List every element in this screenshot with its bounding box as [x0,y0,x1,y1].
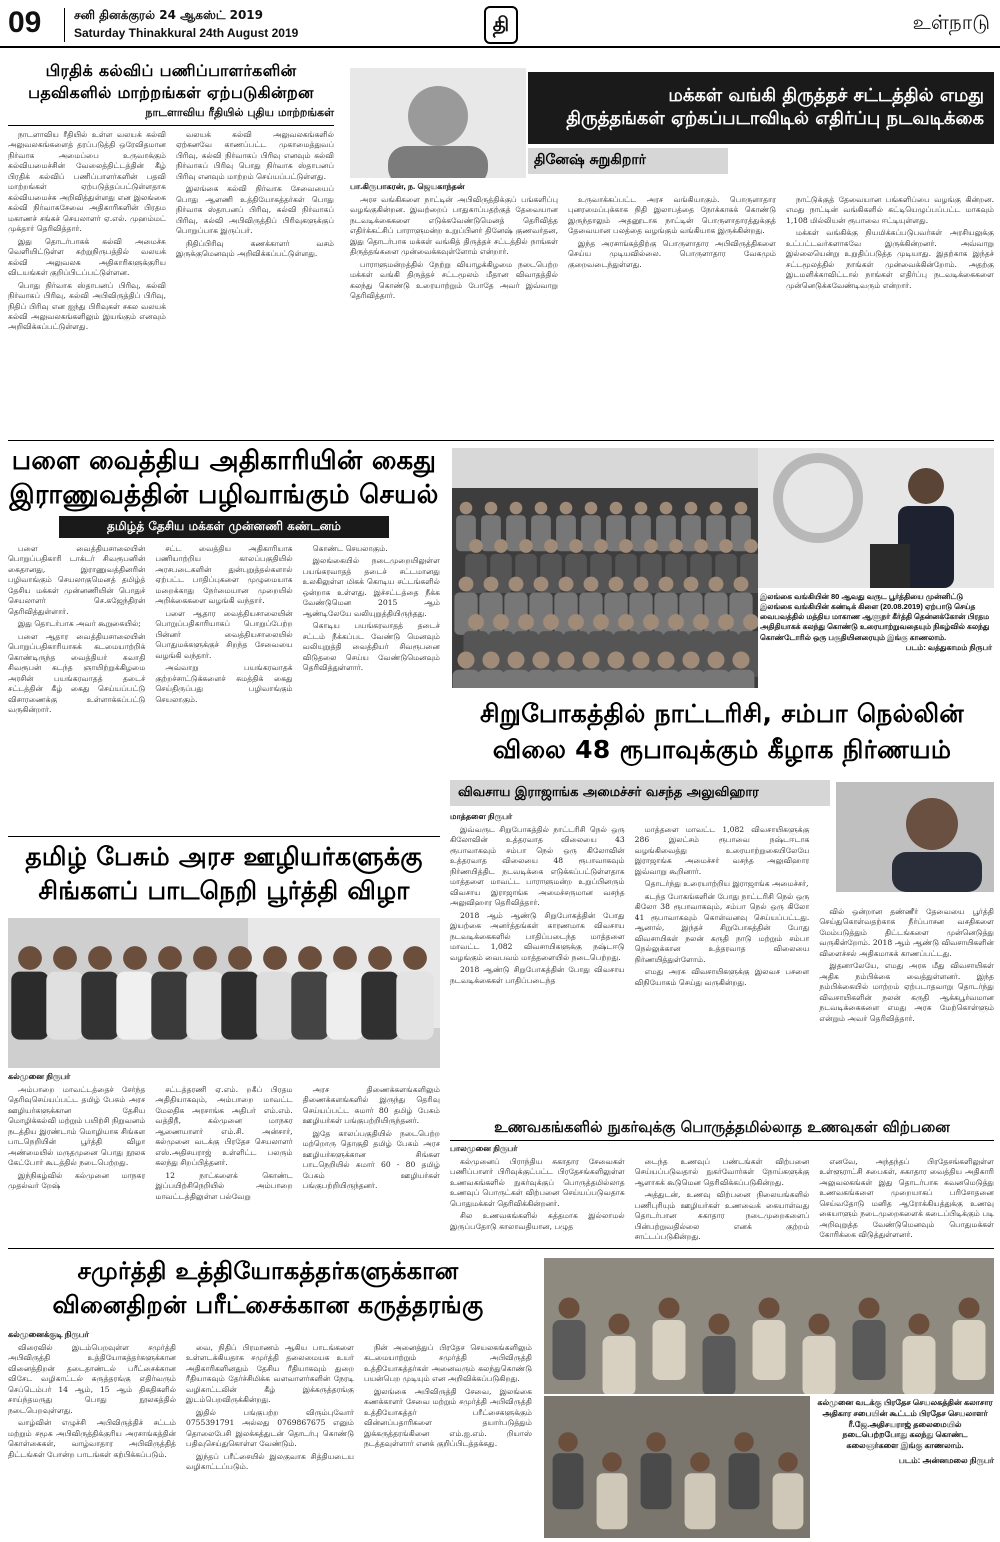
bank-event-caption [760,592,992,688]
caption-text: இலங்கை வங்கியின் 80 ஆவது வருட பூர்த்தியை முன்னிட்டு இலங்கை வங்கியின் கண்டிக் கிளை (20.08.2019) ஏற்பாடு செய்த வைபவத்தில் மத்திய மாகாண ஆளுநர் கீர்த்தி தென்னக்கோன் பிரதம அதிதியாகக் கலந்து கொண்டு உரையாற்றுவதையும் நிகழ்வில் கலந்து கொண்டோரில் ஒரு பகுதியினரையும் இங்கு காணலாம். [760,592,990,642]
body-column [450,1157,625,1243]
body-column [8,1085,145,1235]
article-byline: பா.கிருபாகரன், ந. ஜெயகாந்தன் [350,182,465,191]
masthead-date-english: Saturday Thinakkural 24th August 2019 [74,26,299,40]
paragraph: இவ்வருட சிறுபோகத்தில் நாட்டரிசி நெல் ஒரு கிலோவின் உத்தரவாத விலையை 43 ரூபாவாகவும் சம்பா நெல் ஒரு கிலோவின் உத்தரவாத விலையை 48 ரூபாவாகவும் நிர்ணயித்திட நடவடிக்கை எடுக்கப்பட்டுள்ளதாக மாத்தளை மாவட்ட பாராளுமன்ற உறுப்பினரும் விவசாய இராஜாங்க அமைச்சருமான வசந்த அலுவிஹார தெரிவித்தார். [450,825,625,908]
paragraph: இதனாலேயே, எமது அரசு மீது விவசாயிகள் அதிக நம்பிக்கை வைத்துள்ளனர். இந்த நம்பிக்கையில் மாற்றம் ஏற்படாதவாறு தொடர்ந்து விவசாயிகளின் நலன் கருதி ஆக்கபூர்வமான நடவடிக்கைகளை எமது அரசு மேற்கொள்ளும் என்றும் அவர் தெரிவித்தார். [819,961,995,1023]
body-column [635,1157,810,1243]
portrait-placeholder-icon [350,68,526,178]
bank-event-photo [452,448,758,688]
masthead-date-tamil: சனி தினக்குரல் 24 ஆகஸ்ட் 2019 [74,8,263,22]
article-title-line1: பளை வைத்திய அதிகாரியின் கைது [11,446,437,476]
article-samurdhi-body [8,1330,532,1538]
speaker-at-podium-photo [758,448,994,588]
article-title-line2: விலை 48 ரூபாவுக்கும் கீழாக நிர்ணயம் [492,735,952,764]
article-byline: கல்முனை நிருபர் [8,1072,71,1081]
caption-credit: படம்: வத்துகாமம் நிருபர் [905,642,992,652]
article-title-line1: தமிழ் பேசும் அரச ஊழியர்களுக்கு [25,842,423,871]
paragraph: கொண்ட செயலாகும். [312,544,388,553]
speaker-label: தினேஷ் சுறுகிறார் [534,152,646,168]
article-education-directors [8,60,334,440]
paragraph: இதில் பங்குபற்ற விரும்புவோர் 0755391791 அல்லது 0769867675 எனும் தொலைபேசி இலக்கத்துடன் தொடர்பு கொண்டு பதிவுசெய்துகொள்ள வேண்டும். [186,1407,354,1449]
body-column [176,130,334,450]
meeting-photo-icon [544,1258,994,1394]
masthead [0,0,1000,52]
article-title-line1: பிரதிக் கல்விப் பணிப்பாளர்களின் [45,61,297,80]
article-paddy-body [450,812,994,1112]
body-column [303,544,440,828]
body-column [186,1343,354,1537]
article-byline: மாத்தளை நிருபர் [450,812,513,821]
page-number-rule [64,8,65,42]
podium-photo-icon [758,448,994,588]
paragraph: வில் ஒன்றான தண்ணீர் தேவையை பூர்த்தி செய்துகொள்வதற்காக நீர்ப்பாசன வசதிகளை மேம்படுத்தும் திட்டங்களை முன்னெடுத்து வருகின்றோம். 2018 ஆம் ஆண்டு விவசாயிகளின் விளைச்சல் அதிகமாகக் காணப்பட்டது. [819,907,995,958]
paragraph: டைந்த உணவுப் பண்டங்கள் விற்பனை செய்யப்படுவதால் நுகர்வோர்கள் நோய்களுக்கு ஆளாகக் கூடுமென தெரிவிக்கப்படுகின்றது. [634,1157,810,1187]
paragraph: சில உணவகங்களில் சுத்தமாக இல்லாமல் இருப்பதோடு காலாவதியான, பழுத [450,1211,625,1231]
article-subtitle-bar [450,780,830,806]
paragraph: நிதிப்பிரிவு கணக்காளர் வசம் இருக்குமெனவும் அறிவிக்கப்பட்டுள்ளது. [176,238,334,259]
article-title-line2: பதவிகளில் மாற்றங்கள் ஏற்படுகின்றன [28,83,314,102]
paragraph: பொது நிர்வாக ஸ்தாபனப் பிரிவு, கல்வி நிர்வாகப் பிரிவு, கல்வி அபிவிருத்திப் பிரிவு, நிதிப் பிரிவு என ஐந்து பிரிவுகள் சகல வலயக் கல்வி அலுவலகங்களிலும் இயங்கும் எனவும் அறிவிக்கப்பட்டுள்ளது. [8,280,166,332]
body-column [786,195,994,435]
paragraph: வலயக் கல்வி அலுவலகங்களில் ஏற்கனவே காணப்பட்ட முகாமைத்துவப் பிரிவு, கல்வி நிர்வாகப் பிரிவு எனவும் கல்வி நிர்வாகப் பிரிவு பொது நிர்வாக ஸ்தாபனப் பிரிவு எனவும் மாற்றம் செய்யப்பட்டுள்ளது. [176,130,334,181]
paragraph: இந்தப் பரீட்சையில் இலகுவாக சித்தியடைய வழிகாட்டப்படும். [186,1451,354,1472]
paragraph: விரைவில் இடம்பெறவுள்ள சமுர்த்தி அபிவிருத்தி உத்தியோகத்தர்களுக்கான வினைத்திறன் தடைதாண்டல் பரீட்சைக்கான விசேட வழிகாட்டல் கருத்தரங்கு எதிர்வரும் செப்டெம்பர் 14 ஆம், 15 ஆம் திகதிகளில் சாய்ந்தமருது பொது நூலகத்தில் நடைபெறவுள்ளது. [8,1343,176,1415]
paragraph: சட்ட வைத்திய அதிகாரியாக பணியாற்றிய காலப்பகுதியில் அரசபடைகளின் துன்புறுத்தல்களால் ஏற்பட்ட பாதிப்புகளை முழுமையாக மறைக்காது நேர்மையான முறையில் அறிக்கைகளை வழங்கி வந்தார். [155,544,293,606]
article-samurdhi-seminar [8,1254,528,1334]
paragraph: பாராளுமன்றத்தில் நேற்று வியாழக்கிழமை நடைபெற்ற மக்கள் வங்கி திருத்தச் சட்டமூலம் மீதான விவாதத்தில் கலந்து கொண்டு உரையாற்றும் போதே அவர் இவ்வாறு தெரிவித்தார். [350,259,558,301]
article-title-line2: இராணுவத்தின் பழிவாங்கும் செயல் [9,480,439,510]
article-byline: கல்முனைக்குடி நிருபர் [8,1330,89,1339]
article-subtitle: விவசாய இராஜாங்க அமைச்சர் வசந்த அலுவிஹார [458,785,759,800]
cultural-meeting-caption [816,1398,994,1538]
paragraph: அத்துடன், உணவு விற்பனை நிலையங்களில் பணிபுரியும் ஊழியர்கள் உணவைக் கையாள்வது தொடர்பான சுகாதார நடைமுறைகளைப் பின்பற்றுவதில்லை எனக் குற்றம் சாட்டப்படுகின்றது. [634,1190,810,1242]
body-column [568,195,776,435]
section-divider [8,440,994,441]
paragraph: இலங்கை கல்வி நிர்வாக சேவையைப் பொது ஆளணி உத்தியோகத்தர்கள் பொது நிர்வாக ஸ்தாபனப் பிரிவு, கல்வி நிர்வாகப் பிரிவு, கல்வி அபிவிருத்திப் பிரிவுகளுக்குப் பொறுப்பாக இருப்பர். [176,184,334,236]
body-column [635,825,810,1105]
paragraph: இலங்கையில் நடைமுறையிலுள்ள பயங்கரவாதத் தடைச் சட்டமானது உலகிலுள்ள மிகக் கொடிய சட்டங்களில் ஒன்றாக உள்ளது. இச்சட்டத்தை நீக்க வேண்டுமென 2015 ஆம் ஆண்டிலேயே வலியுறுத்தியிருந்தது. [302,556,440,618]
paragraph: 12 நாட்களைக் கொண்ட இப்பயிற்சிநெறியில் அம்பாறை மாவட்டத்திலுள்ள பல்வேறு [155,1170,293,1201]
headline-line1: மக்கள் வங்கி திருத்தச் சட்டத்தில் எமது [668,85,984,106]
divider [8,125,334,126]
article-title: உணவகங்களில் நுகர்வுக்கு பொருத்தமில்லாத உணவுகள் விற்பனை [494,1118,950,1136]
paragraph: நின் அனைத்துப் பிரதேச செயலகங்களிலும் கடமையாற்றும் சமுர்த்தி அபிவிருத்தி உத்தியோகத்தர்கள் அனைவரும் கலந்துகொண்டு பயன்பெற முடியும் என அறிவிக்கப்படுகிறது. [364,1343,532,1384]
paragraph: அரச திணைக்களங்களிலும் திணைக்களங்களில் இருந்து தெரிவு செய்யப்பட்ட சுமார் 80 தமிழ் பேசும் ஊழியர்கள் பங்குபற்றியிருந்தனர். [302,1085,440,1126]
article-subtitle: நாடளாவிய ரீதியில் புதிய மாற்றங்கள் [145,106,334,119]
course-ceremony-photo [8,918,440,1068]
paragraph: 2018 ஆம் ஆண்டு சிறுபோகத்தின் போது இயற்கை அனர்த்தங்கள் காரணமாக விவசாய நடவடிக்கைகளில் பாதிப்படைந்த மாத்தளை மாவட்ட 1,082 விவசாயிகளுக்கு நஷ்டஈடு வழங்கும் வைபவம் மாத்தளையில் நடைபெற்றது. [450,910,625,962]
article-palai-doctor [8,444,440,834]
paragraph: கல்முனைப் பிராந்திய சுகாதார சேவைகள் பணிப்பாளர் பிரிவுக்குட்பட்ட பிரதேசங்களிலுள்ள உணவகங்களில் நுகர்வுக்குப் பொருத்தமில்லாத உணவுப் பொருட்கள் விற்பனை செய்யப்படுவதாக பொதுமக்கள் தெரிவிக்கின்றனர். [450,1157,625,1208]
paragraph: பளை வைத்தியசாலையின் பொறுப்பதிகாரி டாக்டர் சிவரூபனின் கைதானது, இராணுவத்தினரின் பழிவாங்கும் செயலாகுமெனத் தமிழ்த் தேசிய மக்கள் முன்னணியின் பொதுச் செயலாளர் செ.கஜேந்திரன் தெரிவித்துள்ளார். [8,544,146,616]
paragraph: 2018 ஆண்டு சிறுபோகத்தின் போது விவசாய நடவடிக்கைகள் பாதிப்படைந்த [450,965,625,985]
paragraph: அம்பாறை மாவட்டத்தைச் சேர்ந்த தெரிவுசெய்யப்பட்ட தமிழ் பேசும் அரச ஊழியர்களுக்கான தேசிய மொழிக்கல்வி மற்றும் பயிற்சி நிறுவனம் நடத்திய இரண்டாம் மொழியாக சிங்கள பாடநெறியின் பூர்த்தி விழா அண்மையில் மருதமுனை பொது நூலக கேட்போர் கூடத்தில் நடைபெற்றது. [8,1085,146,1168]
paragraph: எமது அரசு விவசாயிகளுக்கு இலவச பசளை விநியோகம் செய்து வருகின்றது. [634,967,810,987]
body-column [155,1085,292,1235]
paragraph: இது தொடர்பாக அவர் கூறுகையில்; [18,619,141,629]
paragraph: இந்நிகழ்வில் கல்முனை மாநகர முதல்வர் றேஷ் [8,1170,146,1191]
body-column [450,825,625,1105]
dinesh-portrait-photo [350,68,526,178]
paragraph: இலங்கை அபிவிருத்தி சேவை, இலங்கை கணக்காளர் சேவை மற்றும் சமுர்த்தி அபிவிருத்தி உத்தியோகத்தர் பரீட்சைகளுக்கும் வின்னப்பதாரிகளை தயார்படுத்தும் இக்கருத்தரங்கினை எம்.ஐ.எம். றியாஸ் நடத்தவுள்ளார் எனக் குறிப்பிடத்தக்கது. [364,1386,532,1449]
cultural-meeting-photo [544,1258,994,1394]
article-title-line2: வினைதிறன் பரீட்சைக்கான கருத்தரங்கு [52,1291,484,1319]
article-subtitle: தமிழ்த் தேசிய மக்கள் முன்னணி கண்டனம் [107,519,341,533]
paragraph: வை, நிதிப் பிரமாணம் ஆகிய பாடங்களை உள்ளடக்கியதாக சமுர்த்தி தலைமையக உயர் அதிகாரிகளினதும் தேசிய ரீதியாகவும் துறை ரீதியாகவும் தேர்ச்சிமிக்க வளவாளர்களின் நேரடி வழிகாட்டலின் கீழ் இக்கருத்தரங்கு இடம்பெறவிருக்கின்றது. [186,1343,354,1405]
paragraph: கடந்த போகங்களின் போது நாட்டரிசி நெல் ஒரு கிலோ 38 ரூபாவாகவும், சம்பா நெல் ஒரு கிலோ 41 ரூபாவாகவும் கொள்வனவு செய்யப்பட்டது. ஆனால், இந்தச் சிறுபோகத்தின் போது விவசாயிகள் நலன் கருதி நாடு மற்றும் சம்பா நெல்லுக்கான உத்தரவாத விலையை நிர்ணயித்துள்ளோம். [634,891,810,964]
paragraph: அவ்வாறு பயங்கரவாதக் குற்றச்சாட்டுக்களைச் சுமத்திக் கைது செய்திருப்பது பழிவாங்கும் செயலாகும். [155,663,293,704]
article-body [8,1085,440,1235]
section-divider [8,1248,994,1249]
paragraph: பளை ஆதார வைத்தியசாலையின் பொறுப்பதிகாரியாகப் பொறுப்பேற்ற பின்னர் வைத்தியசாலையில் பொதுமக்களுக்குச் சிறந்த சேவையை வழங்கி வந்தார். [155,608,293,660]
cultural-meeting-photo-2 [544,1396,810,1538]
paragraph: தொடர்ந்து உரையாற்றிய இராஜாங்க அமைச்சர், [644,879,809,889]
paragraph: கொடிய பயங்கரவாதத் தடைச் சட்டம் நீக்கப்பட வேண்டு மெனவும் வலியுறுத்தி வைத்தியர் சிவரூபனை விடுதலை செய்ய வேண்டுமெனவும் தெரிவித்துள்ளார். [302,621,440,673]
article-body [350,195,994,435]
paragraph: மாத்தளை மாவட்ட 1,082 விவசாயிகளுக்கு 286 இலட்சம் ரூபாவை நஷ்டஈடாக வழங்கிவைத்து உரையாற்றுகையிலேயே இராஜாங்க அமைச்சர் வசந்த அலுவிஹார இவ்வாறு கூறினார். [634,825,810,876]
article-bank-body [350,182,994,437]
paragraph: சட்டத்தரணி ஏ.எம். றகீப் பிரதம அதிதியாகவும், அம்பாறை மாவட்ட மேலதிக அரசாங்க அதிபர் எம்.எம். வத்திநீ, கல்முனை மாநகர ஆணையாளர் எம்.சி. அன்சார், கல்முனை வடக்கு பிரதேச செயலாளர் எஸ்.அதிசயராஜ் உள்ளிட்ட பலரும் கலந்து சிறப்பித்தனர். [155,1085,293,1168]
paragraph: எனவே, அந்தந்தப் பிரதேசங்களிலுள்ள உள்ளூராட்சி சபைகள், சுகாதார வைத்திய அதிகாரி அலுவலகங்கள் இது தொடர்பாக கவனமெடுத்து உணவகங்களை முறையாகப் பரிசோதனை செய்வதோடு மனித ஆரோக்கியத்துக்கு உணவு கையாளும் நடைமுறைகளைக் கடைப்பிடிக்கும் படி அறிவுறுத்த வேண்டுமெனவும் பொதுமக்கள் கோரிக்கை விடுத்துள்ளனர். [819,1157,995,1240]
ceremony-photo-icon [8,918,440,1068]
paragraph: அரச வங்கிகளை நாட்டின் அபிவிருத்திக்குப் பங்களிப்பு வழங்குகின்றன. இவற்றைப் பாதுகாப்பதற்குத் தேவையான நடவடிக்கைகளை எடுக்கவேண்டுமெனத் தெரிவித்த எதிர்க்கட்சிப் பாராளுமன்ற உறுப்பினர் தினேஷ் குணவர்தன, இது தொடர்பாக மக்கள் வங்கித் திருத்தச் சட்டத்தில் நாங்கள் திருத்தங்களை முன்வைக்கவுள்ளோம் என்றார். [350,195,558,257]
body-column [8,130,166,450]
article-body [8,1343,532,1537]
speaker-bar [528,148,728,174]
paragraph: உருவாக்கப்பட்ட அரச வங்கியாகும். பொருளாதார புனரமைப்புக்காக நிதி இலாபத்தை நோக்காகக் கொண்டு இருந்தாலும் அதனூடாக நாட்டின் பொருளாதாரத்துக்குத் தேவையான பலத்தை வழங்கும் வங்கியாக இருக்கின்றது. [568,195,776,236]
masthead-rule [0,46,1000,48]
body-column [350,195,558,435]
article-title-line2: சிங்களப் பாடநெறி பூர்த்தி விழா [38,876,410,905]
body-column [155,544,292,828]
caption-text: கல்முனை வடக்கு பிரதேச செயலகத்தின் கலாசார அதிகார சபையின் கூட்டம் பிரதேச செயலாளர் ரீ.ஜே.அதிசயராஜ் தலைமையில் நடைபெற்றபோது கலந்து கொண்ட கலைஞர்களை இங்கு காணலாம். [817,1398,993,1451]
logo-glyph: தி [492,11,510,36]
article-body [8,130,334,450]
headline-banner [528,72,994,144]
paragraph: மக்கள் வங்கிக்கு நியமிக்கப்படுபவர்கள் அரசியலுக்கு உட்பட்டவர்களாகவே இருக்கின்றனர். அவ்வாறு இல்லையென்று உறுதிப்படுத்த முடியாது. இதற்காக இந்தச் சட்டமூலத்தில் நாங்கள் முன்வைக்கின்றோம். அதற்கு இடமளிக்காவிட்டால் நாங்கள் எதிர்ப்பு நடவடிக்கைகளை முன்னெடுக்கவேண்டிவரும் என்றார். [786,228,994,290]
article-sinhala-body [8,1072,440,1242]
paragraph: இதே காலப்பகுதியில் நடைபெற்ற மற்றொரு தொகுதி தமிழ் பேசும் அரச ஊழியர்களுக்கான சிங்கள பாடநெறியில் சுமார் 60 - 80 தமிழ் பேசும் ஊழியர்கள் பங்குபற்றியிருந்தனர். [302,1128,440,1191]
paper-logo [484,6,518,44]
article-title-line1: சிறுபோகத்தில் நாட்டரிசி, சம்பா நெல்லின் [480,699,964,728]
article-body [8,544,440,828]
divider [450,1140,994,1141]
paragraph: இந்த அரசாங்கத்திற்கு பொருளாதார அபிவிருத்திகளை செய்ய முடியவில்லை. பொருளாதார வேகமும் குறைவடைந்துள்ளது. [568,238,776,269]
headline-line2: திருத்தங்கள் ஏற்கப்படாவிடில் எதிர்ப்பு நடவடிக்கை [566,108,984,129]
section-divider [8,836,440,837]
paragraph: நாடளாவிய ரீதியில் உள்ள வலயக் கல்வி அலுவலகங்களைத் தரப்படுத்தி ஒரேவிதமான நிர்வாக அமைப்பை உருவாக்கும் கல்வியமைச்சின் வேலைத்திட்டத்தின் கீழ் பிரதிக் கல்விப் பணிப்பாளர்களின் பதவி மாற்றங்கள் ஏற்படுத்தப்பட்டுள்ளதாக கல்வியமைச்சு அறிவித்துள்ளது என இலங்கை கல்வி நிர்வாகசேவை அதிகாரிகளின் பிரதம மகாணச் சங்கச் செயலாளர் ஏ.எல். முஹம்மட் முக்தார் தெரிவித்தார். [8,130,166,234]
article-food-body [450,1144,994,1244]
article-title-line1: சமுர்த்தி உத்தியோகத்தர்களுக்கான [77,1257,459,1285]
paragraph: இது தொடர்பாகக் கல்வி அமைச்சு வெளியிட்டுள்ள சுற்றுநிருபத்தில் வலயக் கல்வி அலுவலக அதிகாரிகளுக்குரிய விடயங்கள் குறிப்பிடப்பட்டுள்ளன. [8,236,166,278]
section-label: உள்நாடு [912,10,990,34]
article-body [450,825,994,1105]
body-column [364,1343,532,1537]
body-column [819,1157,994,1243]
body-column [8,1343,176,1537]
caption-credit: படம்: அன்னமலை நிருபர் [898,1455,994,1465]
audience-photo-icon [452,448,758,688]
article-subtitle-bar [59,516,389,538]
paragraph: பளை ஆதார வைத்தியசாலையின் பொறுப்பதிகாரியாகக் கடமையாற்றிக் கொண்டிருந்த வைத்தியர் சுவாதி சிவரூபன் கடந்த ஞாயிற்றுக்கிழமை அரசின் பயங்கரவாதத் தடைச் சட்டத்தின் கீழ் கைது செய்யப்பட்டு விசாரணைக்கு உள்ளாக்கப்பட்டு வருகின்றார். [8,631,146,715]
page-number: 09 [8,6,42,39]
article-body [450,1157,994,1243]
paragraph: நாட்டுக்குத் தேவையான பங்களிப்பை வழங்கு கின்றன. எமது நாட்டின் வங்கிகளில் கட்டியெழுப்பப்பட்ட மாகவும் 1,108 மில்லியன் ரூபாவை ஈட்டியுள்ளது. [786,195,994,225]
article-byline: பாலமுனை நிருபர் [450,1144,518,1153]
body-column [819,825,994,1105]
body-column [8,544,145,828]
paragraph: வாழ்வின் எழுச்சி அபிவிருத்திச் சட்டம் மற்றும் சமூக அபிவிருத்திக்குரிய அரசாங்கத்தின் கொள்கைகள், வாழ்வாதார அபிவிருத்தித் திட்டங்கள் போன்ற பாடங்கள் கற்பிக்கப்படும். [8,1418,176,1459]
body-column [303,1085,440,1235]
meeting-photo-icon [544,1396,810,1538]
